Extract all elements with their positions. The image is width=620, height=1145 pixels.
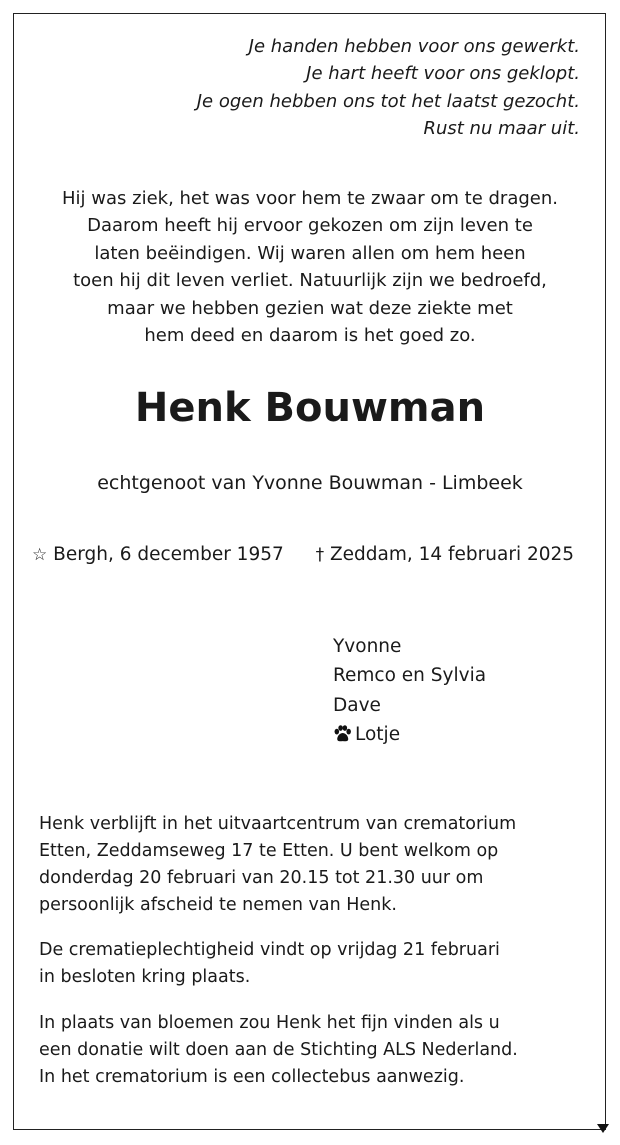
deceased-name: Henk Bouwman <box>134 385 486 431</box>
family-member: Remco en Sylvia <box>333 665 487 687</box>
life-dates <box>32 540 592 570</box>
funeral-info <box>39 811 599 1109</box>
paw-icon <box>333 723 352 752</box>
intro-line: Hij was ziek, het was voor hem te zwaar om te dragen. <box>62 188 558 209</box>
intro-line: laten beëindigen. Wij waren allen om hem heen <box>94 242 526 264</box>
pet-name: Lotje <box>355 723 401 745</box>
info-line: donderdag 20 februari van 20.15 tot 21.30 uur om <box>39 868 484 889</box>
poem-line: Je ogen hebben ons tot het laatst gezocht. <box>196 90 580 112</box>
birth-info: Bergh, 6 december 1957 <box>53 544 284 565</box>
spouse-line: echtgenoot van Yvonne Bouwman - Limbeek <box>97 472 523 494</box>
info-line: De crematieplechtigheid vindt op vrijdag 21 februari <box>39 940 500 961</box>
info-line: in besloten kring plaats. <box>39 967 251 988</box>
pet-row <box>333 720 486 752</box>
info-line: In het crematorium is een collectebus aanwezig. <box>39 1066 465 1087</box>
intro-line: toen hij dit leven verliet. Natuurlijk zijn we bedroefd, <box>73 270 547 292</box>
intro-line: hem deed en daarom is het goed zo. <box>144 325 476 347</box>
info-line: een donatie wilt doen aan de Stichting ALS Nederland. <box>39 1039 518 1060</box>
family-member: Dave <box>333 694 381 716</box>
info-line: In plaats van bloemen zou Henk het fijn vinden als u <box>39 1012 500 1033</box>
intro-text <box>10 185 610 349</box>
intro-line: maar we hebben gezien wat deze ziekte met <box>107 297 513 319</box>
info-paragraph <box>39 937 599 991</box>
poem-line: Je hart heeft voor ons geklopt. <box>306 63 580 85</box>
info-line: persoonlijk afscheid te nemen van Henk. <box>39 895 397 916</box>
poem-line: Je handen hebben voor ons gewerkt. <box>248 36 580 57</box>
continue-arrow-icon <box>597 1124 609 1133</box>
info-line: Henk verblijft in het uitvaartcentrum van crematorium <box>39 814 517 834</box>
death-info: Zeddam, 14 februari 2025 <box>329 544 575 565</box>
info-paragraph <box>39 811 599 919</box>
family-list <box>333 632 486 752</box>
info-line: Etten, Zeddamseweg 17 te Etten. U bent welkom op <box>39 841 499 862</box>
star-icon: ☆ <box>32 545 48 565</box>
info-paragraph <box>39 1010 599 1091</box>
poem <box>60 33 580 142</box>
poem-line: Rust nu maar uit. <box>423 117 580 139</box>
intro-line: Daarom heeft hij ervoor gekozen om zijn leven te <box>87 215 533 237</box>
family-member: Yvonne <box>333 636 402 657</box>
cross-icon: † <box>315 545 325 565</box>
